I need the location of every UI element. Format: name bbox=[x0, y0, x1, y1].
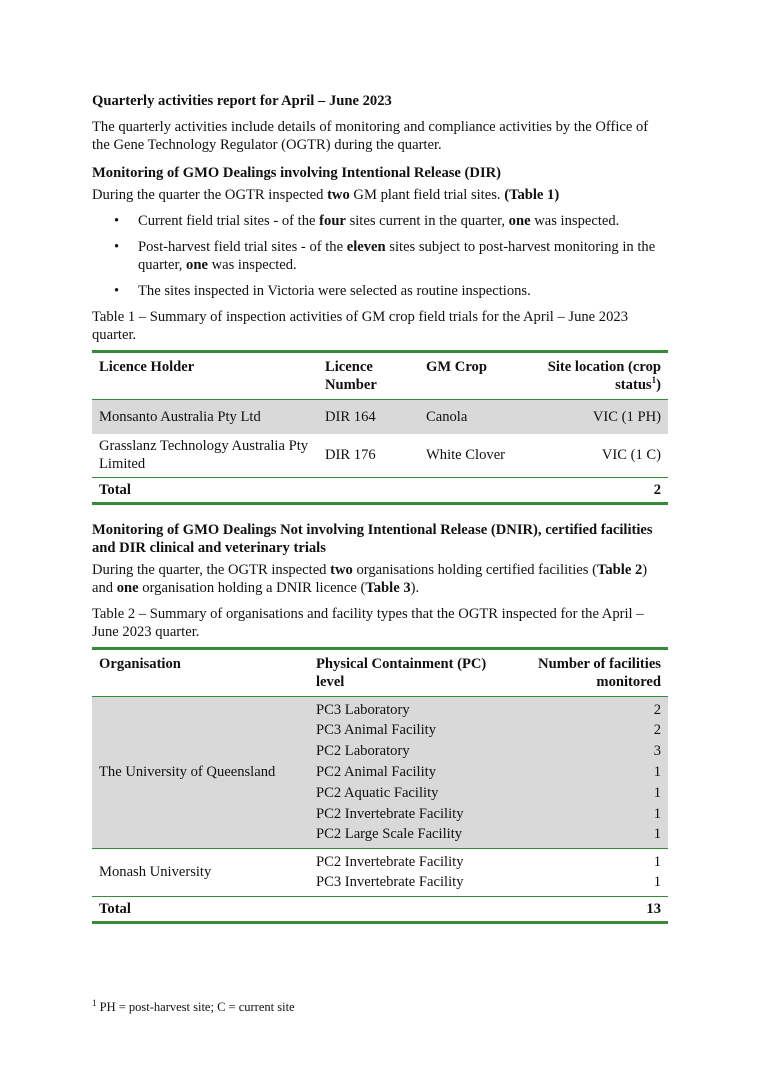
bullet-icon: • bbox=[114, 213, 120, 229]
footnote-text: PH = post-harvest site; C = current site bbox=[96, 1000, 295, 1014]
table1 bbox=[92, 350, 668, 505]
bullet-post-harvest-sites: • Post-harvest field trial sites - of the eleven sites subject to post-harvest monitoring in the quarter, one was inspected. bbox=[114, 239, 656, 273]
dir-bullet-list bbox=[92, 212, 668, 300]
table-row: PC2 Aquatic Facility 1 bbox=[92, 782, 668, 803]
table2-header-row bbox=[92, 649, 668, 697]
table1-header-site: Site location (crop status$^1$) bbox=[547, 359, 661, 393]
footnote bbox=[92, 998, 295, 1016]
table1-header-number: Licence Number bbox=[325, 359, 377, 393]
table-row: PC2 Animal Facility 1 bbox=[92, 761, 668, 782]
report-title: Quarterly activities report for April – June 2023 bbox=[92, 93, 392, 109]
bullet-icon: • bbox=[114, 239, 120, 255]
bullet-current-sites: • Current field trial sites - of the four sites current in the quarter, one was inspected. bbox=[114, 213, 620, 229]
table2 bbox=[92, 647, 668, 924]
table-row: Monash University PC2 Invertebrate Facility 1 bbox=[92, 848, 668, 872]
dir-heading: Monitoring of GMO Dealings involving Intentional Release (DIR) bbox=[92, 165, 502, 181]
report-page bbox=[92, 92, 668, 924]
table-row: PC2 Invertebrate Facility 1 bbox=[92, 803, 668, 824]
table1-caption: Table 1 – Summary of inspection activities of GM crop field trials for the April – June 2023 quarter. bbox=[92, 309, 628, 343]
table2-total-row: Total 13 bbox=[99, 900, 661, 917]
table2-caption: Table 2 – Summary of organisations and facility types that the OGTR inspected for the April – June 2023 quarter. bbox=[92, 606, 644, 640]
table-row: PC2 Laboratory 3 bbox=[92, 740, 668, 761]
table-row: The University of Queensland PC3 Laboratory 2 bbox=[92, 697, 668, 720]
table1-header-row bbox=[92, 352, 668, 400]
table2-header-pc: Physical Containment (PC) level bbox=[316, 656, 487, 690]
table2-header-count: Number of facilities monitored bbox=[538, 656, 661, 690]
table-row: Monsanto Australia Pty Ltd DIR 164 Canola VIC (1 PH) bbox=[92, 400, 668, 434]
table-row: PC3 Invertebrate Facility 1 bbox=[92, 872, 668, 896]
table1-header-crop: GM Crop bbox=[426, 359, 487, 375]
intro-paragraph: The quarterly activities include details of monitoring and compliance activities by the Office of the Gene Technology Regulator (OGTR) during the quarter. bbox=[92, 119, 649, 153]
table-row: Grasslanz Technology Australia Pty Limited DIR 176 White Clover VIC (1 C) bbox=[92, 434, 668, 478]
table-row: PC2 Large Scale Facility 1 bbox=[92, 824, 668, 848]
bullet-icon: • bbox=[114, 283, 120, 299]
table1-header-holder: Licence Holder bbox=[99, 359, 195, 375]
table2-header-org: Organisation bbox=[99, 656, 181, 672]
dir-lead-paragraph: During the quarter the OGTR inspected two GM plant field trial sites. (Table 1) bbox=[92, 187, 560, 203]
dnir-lead-paragraph: During the quarter, the OGTR inspected two organisations holding certified facilities (Table 2) and one organisation holding a DNIR licence (Table 3). bbox=[92, 562, 648, 596]
table-row: PC3 Animal Facility 2 bbox=[92, 719, 668, 740]
table1-total-row: Total 2 bbox=[99, 482, 661, 498]
dnir-heading: Monitoring of GMO Dealings Not involving Intentional Release (DNIR), certified facilities and DIR clinical and veterinary trials bbox=[92, 522, 653, 556]
org-cell: The University of Queensland bbox=[99, 764, 276, 781]
footnote-marker: 1 bbox=[92, 997, 97, 1008]
bullet-victoria-sites: • The sites inspected in Victoria were selected as routine inspections. bbox=[114, 283, 531, 299]
org-cell: Monash University bbox=[99, 864, 212, 880]
